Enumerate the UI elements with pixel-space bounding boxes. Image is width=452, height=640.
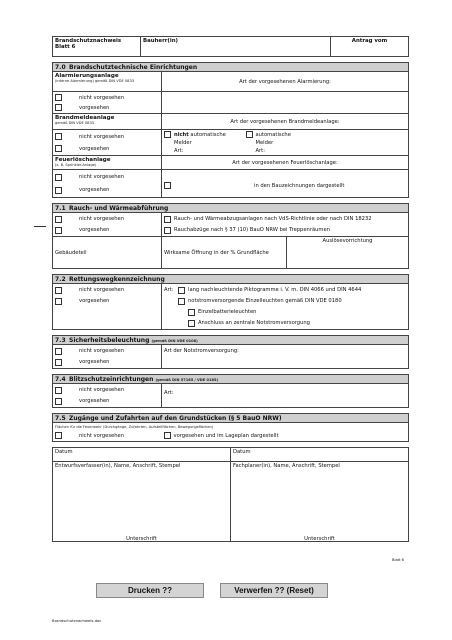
rettung-art-label: Art: [164,287,174,293]
section-7-5-header [53,414,409,423]
section-7-3-header [53,336,409,345]
rettung-nicht-label: nicht vorgesehen [79,287,124,293]
alarm-vorgesehen-checkbox[interactable] [55,104,62,111]
form-title: Brandschutznachweis [55,37,122,44]
sicherheit-options [53,345,162,369]
melde-label-cell [53,114,162,130]
loesch-vorgesehen-label: vorgesehen [79,187,110,193]
melde-auto-checkbox[interactable] [246,131,253,138]
zugang-nicht-checkbox[interactable] [55,432,62,439]
section-7-1 [52,203,409,269]
loesch-nicht-label: nicht vorgesehen [79,174,124,180]
alarm-note: (interne Alarmierung) gemäß DIN VDE 0833 [55,78,135,83]
alarm-nicht-checkbox[interactable] [55,94,62,101]
rwa-vds-checkbox[interactable] [164,216,171,223]
alarm-title: Alarmierungsanlage [55,72,119,79]
gebaeudeteil-field[interactable]: Gebäudeteil [53,237,162,269]
blitz-nicht-label: nicht vorgesehen [79,387,124,393]
antrag-field[interactable]: Antrag vom [331,37,409,57]
section-7-4-header [53,375,409,384]
rwa-treppe-checkbox[interactable] [164,227,171,234]
rwa-vorgesehen-label: vorgesehen [79,227,110,233]
alarm-question: Art der vorgesehenen Alarmierung: [162,72,409,92]
nicht-auto-art: Art: [174,147,184,154]
rettung-notstrom-checkbox[interactable] [178,298,185,305]
section-number: 7.1 [55,204,66,212]
sicherheit-nicht-checkbox[interactable] [55,348,62,355]
zugang-vorgesehen-cell [162,430,409,442]
rettung-batterie-checkbox[interactable] [188,309,195,316]
wirksam-field[interactable]: Wirksame Öffnung in der % Grundfläche [162,237,287,269]
rettung-vorgesehen-checkbox[interactable] [55,298,62,305]
section-title: Brandschutztechnische Einrichtungen [69,63,198,71]
section-7-0 [52,62,409,198]
loesch-label-cell [53,156,162,170]
section-number: 7.3 [55,336,66,344]
loesch-note: (z. B. Sprinkler-Anlage) [55,162,97,167]
rettung-zentral-checkbox[interactable] [188,320,195,327]
rettung-options [53,284,162,330]
section-title: Rauch- und Wärmeabführung [69,204,169,212]
loesch-options [53,170,162,198]
sheet-number: Blatt 6 [55,43,76,50]
zugang-note-cell [53,423,409,431]
melde-nicht-label: nicht vorgesehen [79,133,124,140]
reset-button[interactable]: Verwerfen ?? (Reset) [220,583,328,598]
section-7-4 [52,374,409,408]
rettung-vorgesehen-label: vorgesehen [79,298,110,304]
section-title: Zugänge und Zufahrten auf den Grundstücken (§ 5 BauO NRW) [69,414,282,422]
nicht-auto-word: nicht [174,131,189,138]
blitz-vorgesehen-label: vorgesehen [79,398,110,404]
nicht-auto-text: automatische [190,131,226,138]
rettung-pikto-label: lang nachleuchtende Piktogramme i. V. m. DIN 4066 und DIN 4644 [188,287,362,293]
alarm-nicht-label: nicht vorgesehen [79,94,124,101]
blitz-options [53,384,162,408]
rwa-nicht-label: nicht vorgesehen [79,216,124,222]
section-title: Sicherheitsbeleuchtung [69,336,150,344]
unterschrift-label-2: Unterschrift [304,536,335,542]
section-number: 7.2 [55,275,66,283]
rettung-nicht-checkbox[interactable] [55,287,62,294]
rwa-types [162,213,409,237]
rwa-nicht-checkbox[interactable] [55,216,62,223]
notstrom-field[interactable]: Art der Notstromversorgung: [162,345,409,369]
footer-filename: Brandschutznachweis.doc [52,618,102,623]
alarm-options [53,92,162,114]
fachplaner-cell[interactable] [231,462,409,542]
rettung-types [162,284,409,330]
zugang-nicht-label: nicht vorgesehen [79,432,124,439]
melde-vorgesehen-checkbox[interactable] [55,145,62,152]
section-7-3 [52,335,409,369]
rettung-zentral-label: Anschluss an zentrale Notstromversorgung [198,320,310,326]
fachplaner-label: Fachplaner(in), Name, Anschrift, Stempel [233,462,340,469]
rwa-vorgesehen-checkbox[interactable] [55,227,62,234]
alarm-vorgesehen-label: vorgesehen [79,104,110,111]
loesch-title: Feuerlöschanlage [55,156,111,163]
alarm-answer-field[interactable] [162,92,409,114]
section-7-2-header [53,275,409,284]
ausloese-field[interactable]: Auslösevorrichtung [287,237,409,269]
rwa-options [53,213,162,237]
section-note: (gemäß DIN 57185 / VDE 0185) [155,377,219,382]
blitz-vorgesehen-checkbox[interactable] [55,398,62,405]
melde-nicht-auto-checkbox[interactable] [164,131,171,138]
section-7-0-header [53,63,409,72]
rwa-treppe-label: Rauchabzüge nach § 37 (10) BauO NRW bei Treppenräumen [174,227,330,233]
verfasser-label: Entwurfsverfasser(in), Name, Anschrift, Stempel [55,462,181,469]
melde-auto-cell [244,130,409,156]
zugang-vorgesehen-checkbox[interactable] [164,432,171,439]
auto-melder: Melder [255,139,274,146]
print-button[interactable]: Drucken ?? [96,583,204,598]
verfasser-cell[interactable] [53,462,231,542]
form-header [52,36,409,57]
section-note: (gemäß DIN VDE 0108) [151,338,198,343]
section-7-5 [52,413,409,442]
section-7-1-header [53,204,409,213]
loesch-plan-label: in den Bauzeichnungen dargestellt [254,182,345,189]
melde-options [53,130,162,156]
nicht-auto-melder: Melder [174,139,192,146]
datum-field-1[interactable]: Datum [53,448,231,462]
rwa-vds-label: Rauch- und Wärmeabzugsanlagen nach VdS-Richtlinie oder nach DIN 18232 [174,216,372,222]
loesch-nicht-checkbox[interactable] [55,174,62,181]
loesch-plan-checkbox[interactable] [164,182,171,189]
sicherheit-vorgesehen-checkbox[interactable] [55,359,62,366]
section-7-2 [52,274,409,330]
section-title: Blitzschutzeinrichtungen [69,375,154,383]
section-number: 7.5 [55,414,66,422]
melde-title: Brandmeldeanlage [55,114,115,121]
section-number: 7.0 [55,63,66,71]
loesch-answer-cell [162,170,409,198]
melde-question: Art der vorgesehenen Brandmeldeanlage: [162,114,409,130]
loesch-question: Art der vorgesehenen Feuerlöschanlage: [162,156,409,170]
melde-nicht-auto-cell [162,130,244,156]
auto-art: Art: [255,147,265,154]
alarm-label-cell [53,72,162,92]
section-title: Rettungswegkennzeichnung [69,275,165,283]
melde-nicht-checkbox[interactable] [55,133,62,140]
blitz-art-field[interactable]: Art: [162,384,409,408]
auto-text: automatische [255,131,291,138]
section-number: 7.4 [55,375,66,383]
bauherr-field[interactable]: Bauherr(in) [141,37,331,57]
zugang-nicht-cell [53,430,162,442]
form-page [52,36,409,542]
rettung-notstrom-label: notstromversorgende Einzelleuchten gemäß DIN VDE 0180 [188,298,342,304]
zugang-vorgesehen-label: vorgesehen und im Lageplan dargestellt [173,432,279,439]
sicherheit-nicht-label: nicht vorgesehen [79,348,124,354]
signature-block [52,447,409,542]
rettung-batterie-label: Einzelbatterieleuchten [198,309,257,315]
margin-marker [34,226,46,227]
rettung-pikto-checkbox[interactable] [178,287,185,294]
zugang-note: Flächen für die Feuerwehr (Durchgänge, Zufahrten, Aufstellflächen, Bewegungsflächen) [55,424,214,429]
unterschrift-label-1: Unterschrift [126,536,157,542]
datum-field-2[interactable]: Datum [231,448,409,462]
melde-vorgesehen-label: vorgesehen [79,145,110,152]
sheet-label: Blatt 6 [392,558,404,562]
sicherheit-vorgesehen-label: vorgesehen [79,359,110,365]
loesch-vorgesehen-checkbox[interactable] [55,187,62,194]
blitz-nicht-checkbox[interactable] [55,387,62,394]
title-cell [53,37,141,57]
melde-note: gemäß DIN VDE 0833 [55,120,95,125]
